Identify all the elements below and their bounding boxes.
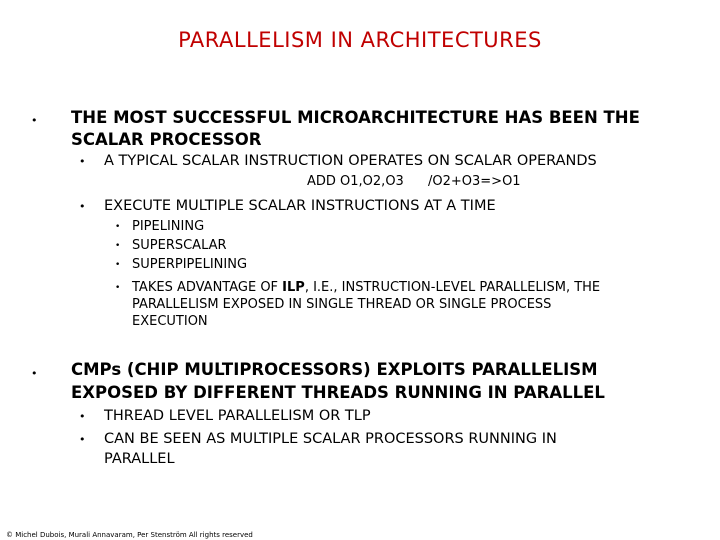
bullet: •	[79, 155, 86, 168]
example-instruction: ADD O1,O2,O3	[307, 174, 404, 189]
ilp-rest: , I.E., INSTRUCTION-LEVEL PARALLELISM, THE	[304, 280, 601, 295]
bullet: •	[31, 114, 38, 127]
bullet: •	[31, 367, 38, 380]
bullet: •	[79, 200, 86, 213]
list-item-pipelining: PIPELINING	[132, 219, 205, 234]
section1-heading-line2: SCALAR PROCESSOR	[71, 130, 262, 149]
section2-sub1: THREAD LEVEL PARALLELISM OR TLP	[104, 408, 371, 424]
section2-sub2-line1: CAN BE SEEN AS MULTIPLE SCALAR PROCESSORS RUNNING IN	[104, 431, 557, 447]
section1-heading-line1: THE MOST SUCCESSFUL MICROARCHITECTURE HAS BEEN THE	[71, 108, 640, 127]
section2-heading-line1: CMPs (CHIP MULTIPROCESSORS) EXPLOITS PARALLELISM	[71, 360, 598, 379]
bullet: •	[79, 410, 86, 423]
ilp-term: ILP	[282, 280, 305, 295]
list-item-ilp-line2: PARALLELISM EXPOSED IN SINGLE THREAD OR SINGLE PROCESS	[132, 297, 552, 312]
section2-sub2-line2: PARALLEL	[104, 451, 175, 467]
bullet: •	[115, 241, 121, 251]
section2-heading-line2: EXPOSED BY DIFFERENT THREADS RUNNING IN PARALLEL	[71, 383, 605, 402]
list-item-superpipelining: SUPERPIPELINING	[132, 257, 248, 272]
section1-sub1: A TYPICAL SCALAR INSTRUCTION OPERATES ON SCALAR OPERANDS	[104, 153, 597, 169]
list-item-ilp-line3: EXECUTION	[132, 314, 208, 329]
section1-sub2: EXECUTE MULTIPLE SCALAR INSTRUCTIONS AT A TIME	[104, 198, 496, 214]
list-item-ilp	[132, 279, 600, 297]
bullet: •	[79, 433, 86, 446]
bullet: •	[115, 283, 121, 293]
slide-title: PARALLELISM IN ARCHITECTURES	[178, 28, 542, 52]
copyright-footer: © Michel Dubois, Murali Annavaram, Per Stenström All rights reserved	[6, 531, 253, 539]
list-item-superscalar: SUPERSCALAR	[132, 238, 227, 253]
ilp-prefix: TAKES ADVANTAGE OF	[132, 280, 283, 295]
bullet: •	[115, 222, 121, 232]
example-comment: /O2+O3=>O1	[428, 174, 521, 189]
bullet: •	[115, 260, 121, 270]
